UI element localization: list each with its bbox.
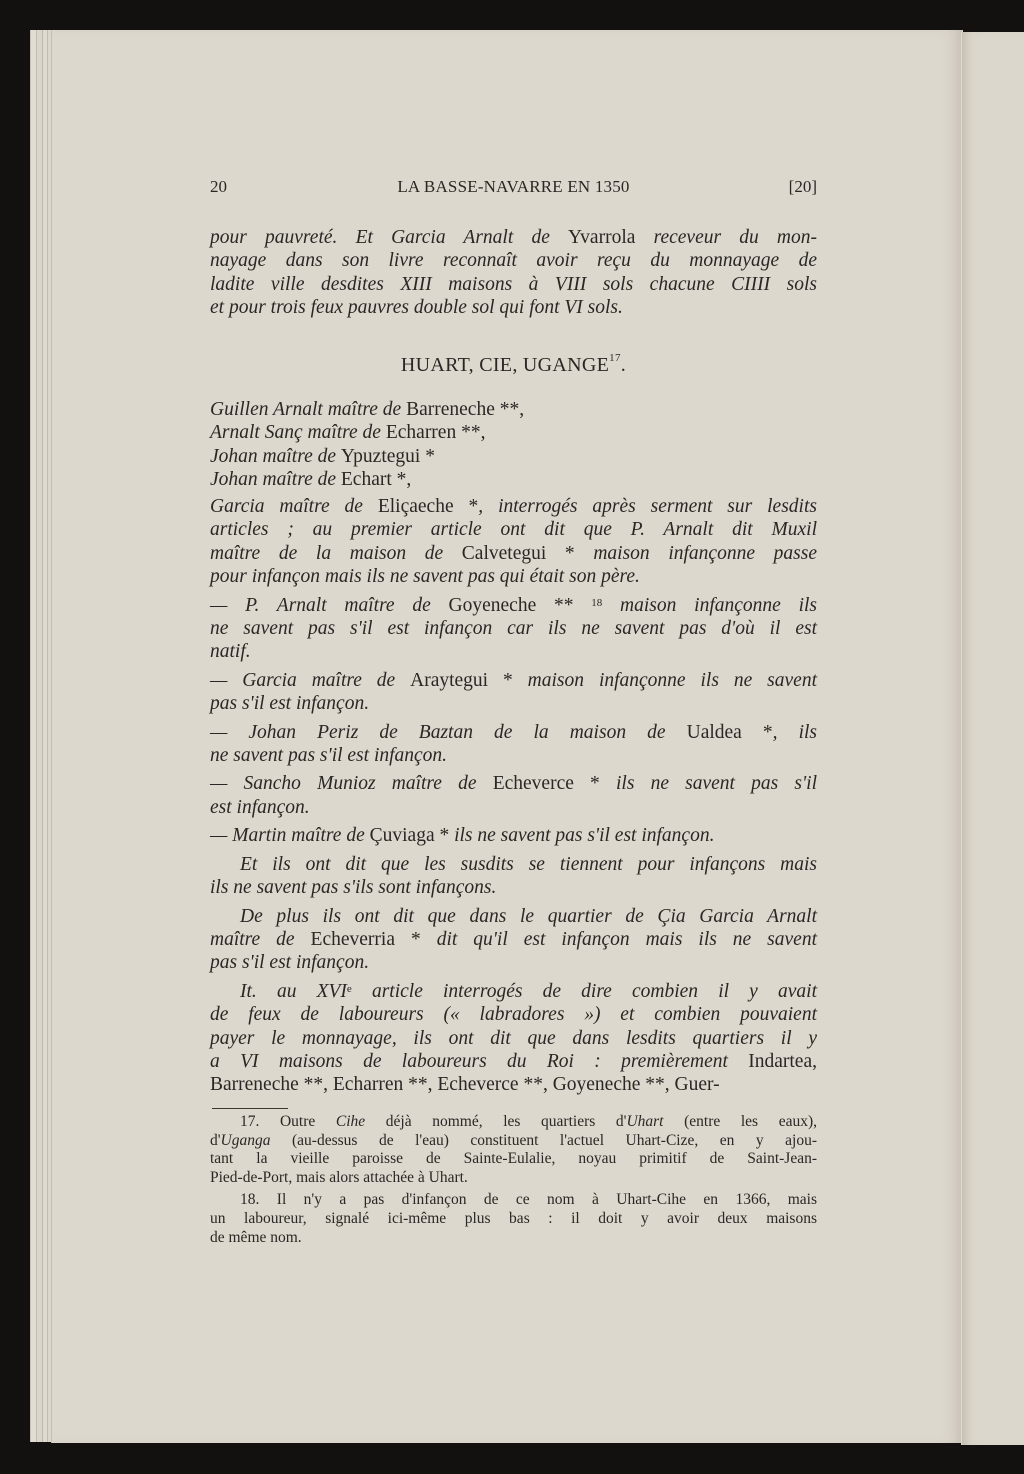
italic-run: et pour trois feux pauvres double sol qui font VI sols. [210,297,623,319]
roman-run: Calvetegui * [461,542,575,564]
italic-run: natif. [210,641,251,663]
italic-run: a VI maisons de laboureurs du Roi : premièrement [210,1050,749,1072]
italic-run: ils ne savent pas s'il [599,773,817,795]
italic-run: maître de [210,928,311,950]
paragraph [210,824,817,847]
footnote-rule [212,1108,288,1109]
list-item [210,445,817,468]
text-line [210,296,817,319]
list-item-name: Guillen Arnalt maître de [210,399,407,420]
text-line [210,594,817,617]
italic-run: Et ils ont dit que les susdits se tiennent pour infançons mais [240,853,817,875]
section-heading [210,354,817,377]
running-head [210,177,817,199]
list-item-house: Echart *, [340,469,412,491]
italic-run: pas s'il est infançon. [210,693,370,715]
roman-run: Araytegui * [410,669,513,691]
roman-run: Ualdea * [686,721,773,743]
italic-run: maison infançonne ils ne savent [512,669,817,691]
italic-run: Garcia maître de [210,496,378,517]
italic-run: dit qu'il est infançon mais ils ne savent [420,928,818,950]
italic-run: — Johan Periz de Baztan de la maison de [210,721,687,743]
footnote-18 [210,1191,817,1247]
italic-run: pour infançon mais ils ne savent pas qui était son père. [210,566,640,588]
italic-run: — P. Arnalt maître de [210,594,449,616]
roman-run: Goyeneche ** [448,594,592,616]
list-item [210,421,817,444]
italic-run: ils ne savent pas s'ils sont infançons. [210,877,497,899]
text-line [210,1073,817,1096]
text-line [210,905,817,928]
italic-run: Cihe [335,1113,366,1130]
text-line [210,951,817,974]
italic-run: — Garcia maître de [210,669,411,691]
paragraph [210,721,817,768]
text-line [210,495,817,518]
text-line [210,876,817,899]
list-item [210,468,817,491]
italic-run: payer le monnayage, ils ont dit que dans lesdits quartiers il y [210,1027,817,1049]
list-item [210,398,817,421]
running-title: LA BASSE-NAVARRE EN 1350 [397,177,630,196]
text-line [210,542,817,565]
roman-run: déjà nommé, les quartiers d' [365,1113,627,1130]
text-line [210,565,817,588]
superscript: 18 [591,596,603,609]
italic-run: est infançon. [210,796,310,818]
italic-run: — Martin maître de [210,825,370,847]
italic-run: de feux de laboureurs (« labradores ») et combien pouvaient [210,1004,817,1026]
paragraph [210,772,817,819]
text-line [210,1050,817,1073]
list-item-house: Ypuztegui * [340,445,435,467]
footnote-17 [210,1113,817,1187]
roman-run: Barreneche **, Echarren **, Echeverce **, Goyeneche **, Guer- [210,1074,720,1096]
roman-run: tant la vieille paroisse de Sainte-Eulalie, noyau primitif de Saint-Jean- [210,1150,817,1168]
paragraph [210,905,817,975]
text-line [210,980,817,1003]
text-line [210,1113,817,1132]
paragraph [210,594,817,664]
text-line [210,617,817,640]
text-line [210,772,817,795]
text-line [210,853,817,876]
roman-run: Pied-de-Port, mais alors attachée à Uhart. [210,1168,468,1186]
text-line [210,824,817,847]
footnote-ref-17: 17 [609,352,621,364]
roman-run: Echeverria * [310,928,421,950]
bracket-page-number: [20] [788,177,817,196]
text-line [210,518,817,541]
paragraph [210,853,817,900]
text-line [210,226,817,249]
roman-run: Yvarrola [568,227,636,248]
italic-run: ils ne savent pas s'il est infançon. [449,825,715,847]
roman-run: de même nom. [210,1228,302,1246]
text-line [210,796,817,819]
roman-run: (entre les eaux), [663,1113,818,1130]
text-line [210,744,817,767]
list-item-name: Johan maître de [210,469,341,491]
italic-run: , interrogés après serment sur lesdits [478,496,817,517]
italic-run: , ils [772,721,818,743]
italic-run: Uganga [220,1131,271,1149]
italic-run: articles ; au premier article ont dit que P. Arnalt dit Muxil [210,519,817,541]
list-item-house: Barreneche **, [406,399,525,420]
text-line [210,1003,817,1026]
italic-run: article interrogés de dire combien il y avait [351,980,817,1002]
opening-paragraph [210,226,817,320]
italic-run: nayage dans son livre reconnaît avoir reçu du monnayage de [210,250,817,272]
italic-run: It. au XVI [240,980,347,1002]
text-line [210,1191,817,1210]
section-heading-suffix: . [620,354,627,376]
text-line [210,1210,817,1229]
text-line [210,928,817,951]
roman-run: 17. Outre [240,1113,336,1130]
footnotes [210,1113,817,1251]
roman-run: 18. Il n'y a pas d'infançon de ce nom à Uhart-Cihe en 1366, mais [240,1191,817,1209]
page-number: 20 [210,177,227,196]
roman-run: (au-dessus de l'eau) constituent l'actuel Uhart-Cize, en y ajou- [270,1131,817,1149]
masters-list [210,398,817,492]
italic-run: De plus ils ont dit que dans le quartier de Çia Garcia Arnalt [240,905,817,927]
roman-run: Çuviaga * [369,825,450,847]
italic-run: ne savent pas s'il est infançon. [210,745,448,767]
text-line [210,640,817,663]
text-line [210,249,817,272]
list-item-name: Johan maître de [210,445,341,467]
text-line [210,669,817,692]
list-item-name: Arnalt Sanç maître de [210,422,386,444]
text-line [210,1169,817,1188]
italic-run: pas s'il est infançon. [210,952,370,974]
paragraph [210,669,817,716]
italic-run: ladite ville desdites XIII maisons à VIII sols chacune CIIII sols [210,273,817,295]
text-line [210,1132,817,1151]
italic-run: receveur du mon- [635,227,818,248]
text-line [210,1229,817,1248]
italic-run: maître de la maison de [210,542,462,564]
text-line [210,1150,817,1169]
paragraph [210,980,817,1097]
italic-run: pour pauvreté. Et Garcia Arnalt de [210,227,569,248]
italic-run: ne savent pas s'il est infançon car ils ne savent pas d'où il est [210,618,817,640]
paragraph [210,495,817,589]
list-item-house: Echarren **, [385,422,486,444]
text-line [210,721,817,744]
body-paragraphs [210,495,817,1102]
text-line [210,273,817,296]
roman-run: un laboureur, signalé ici-même plus bas : il doit y avoir deux maisons [210,1209,817,1227]
italic-run: maison infançonne passe [574,542,817,564]
section-heading-text: HUART, CIE, UGANGE [400,354,610,376]
roman-run: Echeverce * [492,773,600,795]
text-line [210,1027,817,1050]
italic-run: — Sancho Munioz maître de [210,773,493,795]
roman-run: d' [210,1131,221,1149]
roman-run: Eliçaeche * [377,496,479,517]
roman-run: Indartea, [748,1050,817,1072]
facing-page [961,32,1024,1445]
italic-run: maison infançonne ils [602,594,817,616]
superscript: e [346,982,352,995]
italic-run: Uhart [626,1113,664,1130]
text-line [210,692,817,715]
